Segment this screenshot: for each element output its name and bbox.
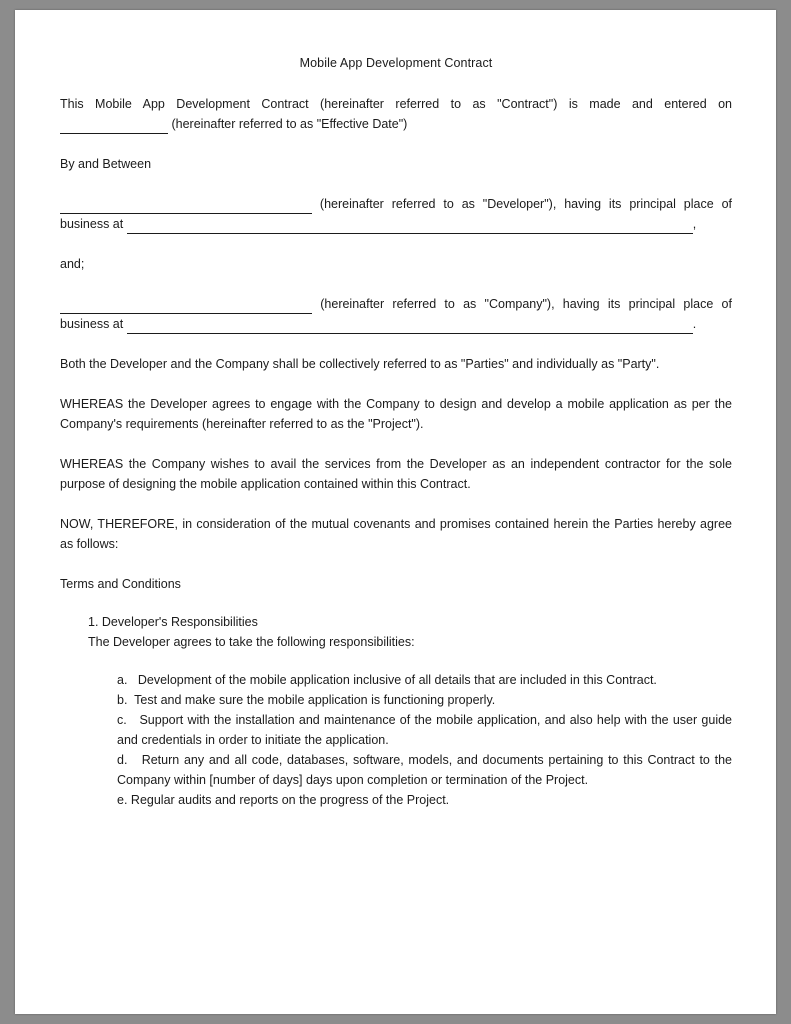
terms-and-conditions-heading: Terms and Conditions (60, 577, 181, 591)
company-party-block (60, 294, 732, 334)
document-body (60, 56, 732, 810)
developer-address-blank (127, 221, 693, 234)
document-page (15, 10, 776, 1014)
intro-paragraph (60, 94, 732, 134)
clause-1-item-e-text: Regular audits and reports on the progress of the Project. (130, 793, 450, 807)
developer-name-blank (60, 201, 312, 214)
and-label: and; (60, 257, 85, 271)
clause-1-item-a (117, 670, 732, 690)
company-address-punct: . (692, 317, 697, 331)
by-and-between-label: By and Between (60, 157, 152, 171)
clause-1-title: 1. Developer's Responsibilities (88, 615, 258, 629)
clause-1-intro: The Developer agrees to take the following responsibilities: (88, 635, 415, 649)
clause-1-item-a-text: Development of the mobile application inclusive of all details that are included in this Contract. (137, 673, 657, 687)
company-name-blank (60, 301, 312, 314)
clause-1-item-c-marker: c. (117, 713, 127, 727)
intro-text-part1: This Mobile App Development Contract (hereinafter referred to as "Contract") is made and entered on (60, 97, 732, 111)
clause-1-item-e (117, 790, 732, 810)
parties-paragraph: Both the Developer and the Company shall be collectively referred to as "Parties" and individually as "Party". (60, 357, 660, 371)
clause-1-item-b (117, 690, 732, 710)
company-address-label: of business at (60, 297, 732, 331)
clause-1-item-b-text: Test and make sure the mobile application is functioning properly. (134, 693, 496, 707)
developer-party-block (60, 194, 732, 234)
whereas-paragraph-2: WHEREAS the Company wishes to avail the services from the Developer as an independent contractor for the sole purpose of designing the mobile application contained within this Contract. (60, 457, 732, 491)
whereas-paragraph-1: WHEREAS the Developer agrees to engage with the Company to design and develop a mobile application as per the Company's requirements (hereinafter referred to as the "Project"). (60, 397, 732, 431)
developer-descriptor: (hereinafter referred to as "Developer"), having its principal place (319, 197, 714, 211)
clause-1 (88, 612, 732, 652)
clause-1-item-d-marker: d. (117, 753, 128, 767)
company-address-blank (127, 321, 693, 334)
effective-date-blank (60, 121, 168, 134)
clause-1-item-a-marker: a. (117, 673, 128, 687)
clause-1-item-e-marker: e. (117, 793, 128, 807)
clause-1-item-d-text: Return any and all code, databases, software, models, and documents pertaining to this Contract to the Company within [number of days] days upon completion or termination of the Project. (117, 753, 732, 787)
developer-address-punct: , (692, 217, 697, 231)
document-title: Mobile App Development Contract (299, 56, 493, 70)
developer-address-label: of business at (60, 197, 732, 231)
intro-text-part2: (hereinafter referred to as "Effective Date") (171, 117, 408, 131)
clause-1-item-b-marker: b. (117, 693, 128, 707)
now-therefore-paragraph: NOW, THEREFORE, in consideration of the mutual covenants and promises contained herein the Parties hereby agree as follows: (60, 517, 732, 551)
clause-1-item-d (117, 750, 732, 790)
clause-1-item-c (117, 710, 732, 750)
clause-1-item-c-text: Support with the installation and maintenance of the mobile application, and also help with the user guide and credentials in order to initiate the application. (117, 713, 732, 747)
company-descriptor: (hereinafter referred to as "Company"), having its principal place (320, 297, 714, 311)
clause-1-sublist (117, 670, 732, 810)
